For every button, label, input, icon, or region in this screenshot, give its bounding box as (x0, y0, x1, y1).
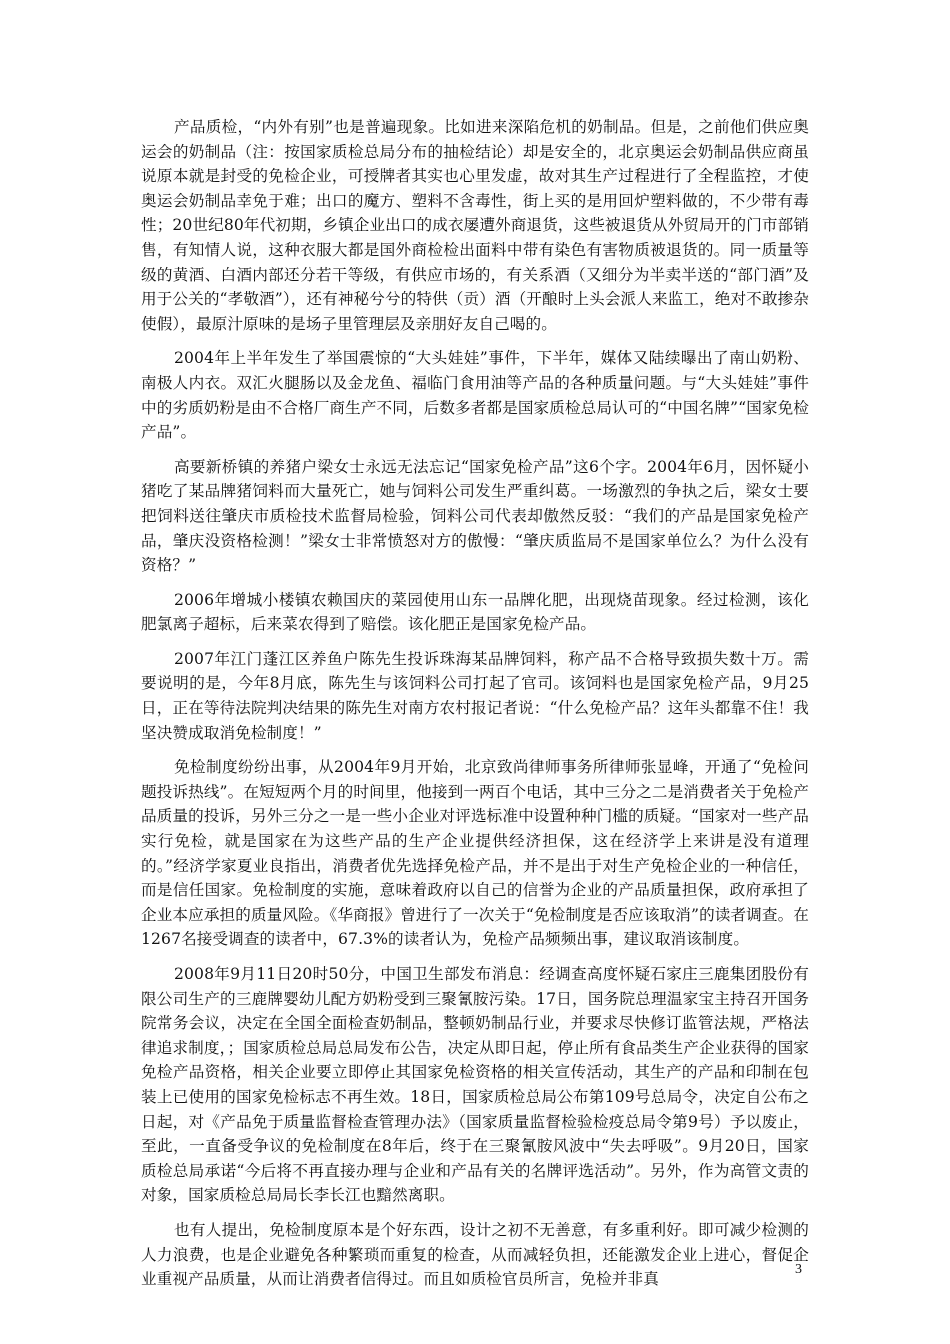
paragraph-2007-jiangmen-feed: 2007年江门蓬江区养鱼户陈先生投诉珠海某品牌饲料，称产品不合格导致损失数十万。需要说明的是，今年8月底，陈先生与该饲料公司打起了官司。该饲料也是国家免检产品，9月25日，正在等待法院判决结果的陈先生对南方农村报记者说：“什么免检产品？这年头都靠不住！我坚决赞成取消免检制度！” (141, 649, 809, 742)
paragraph-2004-big-head-baby: 2004年上半年发生了举国震惊的“大头娃娃”事件，下半年，媒体又陆续曝出了南山奶粉、南极人内衣。双汇火腿肠以及金龙鱼、福临门食用油等产品的各种质量问题。与“大头娃娃”事件中的劣质奶粉是由不合格厂商生产不同，后数多者都是国家质检总局认可的“中国名牌”“国家免检产品”。 (141, 349, 809, 442)
paragraph-gaoyao-pig-farmer: 高要新桥镇的养猪户梁女士永远无法忘记“国家免检产品”这6个字。2004年6月，因怀疑小猪吃了某品牌猪饲料而大量死亡，她与饲料公司发生严重纠葛。一场激烈的争执之后，梁女士要把饲料送往肇庆市质检技术监督局检验，饲料公司代表却傲然反驳：“我们的产品是国家免检产品，肇庆没资格检测！”梁女士非常愤怒对方的傲慢：“肇庆质监局不是国家单位么？为什么没有资格？” (141, 457, 809, 575)
paragraph-2008-sanlu-melamine: 2008年9月11日20时50分，中国卫生部发布消息：经调查高度怀疑石家庄三鹿集团股份有限公司生产的三鹿牌婴幼儿配方奶粉受到三聚氰胺污染。17日，国务院总理温家宝主持召开国务院常务会议，决定在全国全面检查奶制品，整顿奶制品行业，并要求尽快修订监管法规，严格法律追求制度，；国家质检总局总局发布公告，决定从即日起，停止所有食品类生产企业获得的国家免检产品资格，相关企业要立即停止其国家免检资格的相关宣传活动，其生产的产品和印制在包装上已使用的国家免检标志不再生效。18日，国家质检总局公布第109号总局令，决定自公布之日起，对《产品免于质量监督检查管理办法》（国家质量监督检验检疫总局令第9号）予以废止，至此，一直备受争议的免检制度在8年后，终于在三聚氰胺风波中“失去呼吸”。9月20日，国家质检总局承诺“今后将不再直接办理与企业和产品有关的名牌评选活动”。另外，作为高管文责的对象，国家质检总局局长李长江也黯然离职。 (141, 965, 809, 1205)
page-number: 3 (795, 1262, 802, 1277)
paragraph-dairy-quality-double-standard: 产品质检，“内外有别”也是普遍现象。比如进来深陷危机的奶制品。但是，之前他们供应奥运会的奶制品（注：按国家质检总局分布的抽检结论）却是安全的，北京奥运会奶制品供应商虽说原本就是封受的免检企业，可授牌者其实也心里发虚，故对其生产过程进行了全程监控，才使奥运会奶制品幸免于难；出口的魔方、塑料不含毒性，街上买的是用回炉塑料做的，不少带有毒性；20世纪80年代初期，乡镇企业出口的成衣屡遭外商退货，这些被退货从外贸局开的门市部销售，有知情人说，这种衣服大都是国外商检检出面料中带有染色有害物质被退货的。同一质量等级的黄酒、白酒内部还分若干等级，有供应市场的，有关系酒（又细分为半卖半送的“部门酒”及用于公关的“孝敬酒”），还有神秘兮兮的特供（贡）酒（开酿时上头会派人来监工，绝对不敢掺杂使假），最原汁原味的是场子里管理层及亲朋好友自己喝的。 (141, 118, 809, 333)
paragraph-exemption-complaints-hotline: 免检制度纷纷出事，从2004年9月开始，北京致尚律师事务所律师张显峰，开通了“免检问题投诉热线”。在短短两个月的时间里，他接到一两百个电话，其中三分之二是消费者关于免检产品质量的投诉，另外三分之一是一些小企业对评选标准中设置种种门槛的质疑。“国家对一些产品实行免检，就是国家在为这些产品的生产企业提供经济担保，这在经济学上来讲是没有道理的。”经济学家夏业良指出，消费者优先选择免检产品，并不是出于对生产免检企业的一种信任，而是信任国家。免检制度的实施，意味着政府以自己的信誉为企业的产品质量担保，政府承担了企业本应承担的质量风险。《华商报》曾进行了一次关于“免检制度是否应该取消”的读者调查。在1267名接受调查的读者中，67.3%的读者认为，免检产品频频出事，建议取消该制度。 (141, 758, 809, 949)
paragraph-2006-zengcheng-fertilizer: 2006年增城小楼镇农赖国庆的菜园使用山东一品牌化肥，出现烧苗现象。经过检测，该化肥氯离子超标，后来菜农得到了赔偿。该化肥正是国家免检产品。 (141, 590, 809, 634)
paragraph-exemption-benefits: 也有人提出，免检制度原本是个好东西，设计之初不无善意，有多重利好。即可减少检测的人力浪费，也是企业避免各种繁琐而重复的检查，从而减轻负担，还能激发企业上进心，督促企业重视产品质量，从而让消费者信得过。而且如质检官员所言，免检并非真 (141, 1220, 809, 1289)
document-body (141, 115, 809, 1302)
